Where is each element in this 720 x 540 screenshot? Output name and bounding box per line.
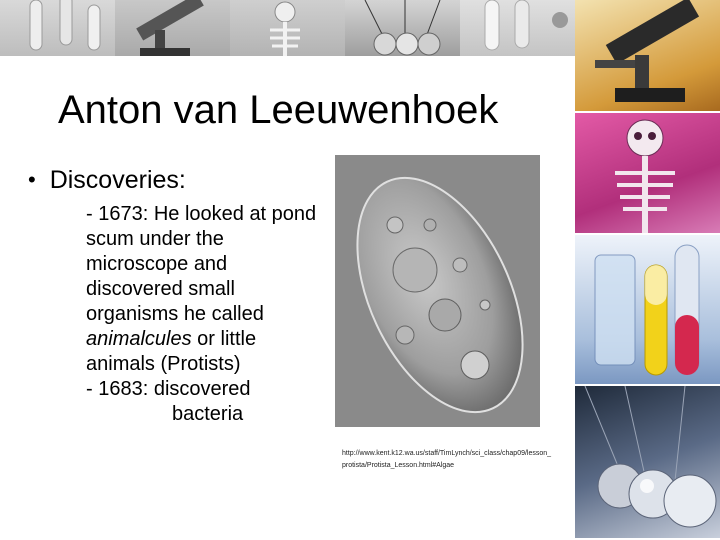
slide-title: Anton van Leeuwenhoek (58, 88, 499, 132)
newtons-cradle-icon (345, 0, 460, 56)
discovery-1673 (86, 202, 318, 377)
skeleton-icon (615, 120, 675, 235)
banner-tile (345, 0, 460, 56)
microscope-icon (595, 0, 699, 102)
microscope-icon (115, 0, 230, 56)
skeleton-photo (575, 113, 720, 236)
discovery-1673-text-end: or little animals (Protists) (86, 328, 257, 375)
bullet-label: Discoveries: (49, 166, 186, 194)
animalcules-term: animalcules (86, 328, 192, 350)
banner-tile (460, 0, 575, 56)
newtons-cradle-icon (585, 386, 716, 527)
test-tubes-icon (460, 0, 575, 56)
newtons-cradle-photo (575, 386, 720, 540)
test-tubes-icon (595, 245, 699, 375)
top-banner (0, 0, 575, 56)
discovery-1683-detail: bacteria (172, 403, 244, 425)
banner-tile (115, 0, 230, 56)
bullet-icon: • (28, 167, 36, 192)
banner-tile (0, 0, 115, 56)
skeleton-icon (230, 0, 345, 56)
test-tubes-icon (0, 0, 115, 56)
image-source-url: http://www.kent.k12.wa.us/staff/TimLynch/sci_class/chap09/lesson_protista/Protista_Lesson.html#Algae (342, 450, 552, 469)
discovery-1673-text: - 1673: He looked at pond scum under the microscope and discovered small organisms he called (86, 203, 317, 325)
discovery-1683: - 1683: discovered (86, 378, 251, 400)
bullet-discoveries (28, 164, 186, 196)
test-tubes-photo (575, 235, 720, 385)
banner-tile (230, 0, 345, 56)
protist-image (335, 155, 540, 427)
right-photo-strip (575, 0, 720, 540)
protist-micrograph (335, 155, 540, 427)
microscope-photo (575, 0, 720, 113)
body-text (86, 202, 318, 427)
